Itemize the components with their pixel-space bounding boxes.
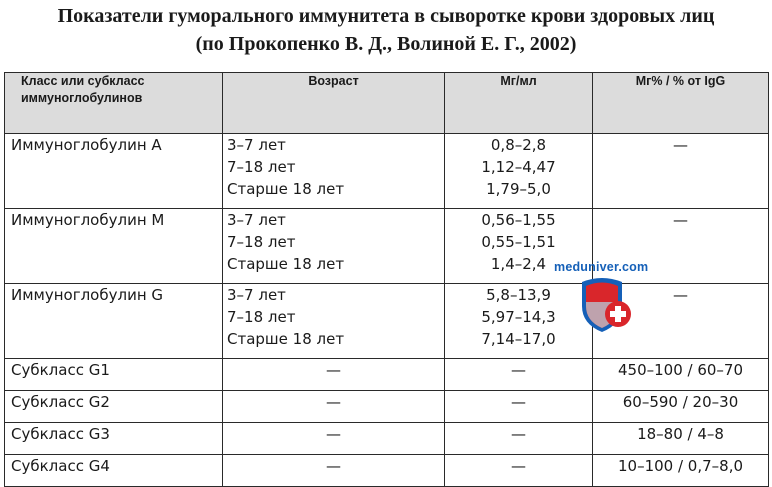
table-row — [5, 423, 769, 455]
header-class: Класс или субкласс иммуноглобулинов — [5, 73, 223, 134]
page-subtitle: (по Прокопенко В. Д., Волиной Е. Г., 2002) — [195, 33, 577, 55]
row-age: — — [223, 455, 445, 487]
row-pct: 10–100 / 0,7–8,0 — [593, 455, 769, 487]
row-name: Иммуноглобулин М — [5, 209, 223, 284]
row-pct: 60–590 / 20–30 — [593, 391, 769, 423]
row-pct: — — [593, 284, 769, 359]
header-age: Возраст — [223, 73, 445, 134]
row-name: Субкласс G3 — [5, 423, 223, 455]
row-pct: 450–100 / 60–70 — [593, 359, 769, 391]
row-name: Субкласс G2 — [5, 391, 223, 423]
table-row — [5, 359, 769, 391]
row-age: — — [223, 423, 445, 455]
row-name: Субкласс G1 — [5, 359, 223, 391]
row-name: Субкласс G4 — [5, 455, 223, 487]
table-header-row — [5, 73, 769, 134]
row-pct: — — [593, 209, 769, 284]
row-ages: 3–7 лет 7–18 лет Старше 18 лет — [223, 284, 445, 359]
row-ages: 3–7 лет 7–18 лет Старше 18 лет — [223, 209, 445, 284]
row-age: — — [223, 359, 445, 391]
row-pct: — — [593, 134, 769, 209]
watermark-text: meduniver.com — [554, 260, 649, 274]
header-mg-ml: Мг/мл — [445, 73, 593, 134]
row-mg-ml: — — [445, 359, 593, 391]
table-row — [5, 455, 769, 487]
row-mg-ml: — — [445, 455, 593, 487]
row-values: 5,8–13,9 5,97–14,3 7,14–17,0 — [445, 284, 593, 359]
row-ages: 3–7 лет 7–18 лет Старше 18 лет — [223, 134, 445, 209]
row-age: — — [223, 391, 445, 423]
header-mg-pct: Мг% / % от IgG — [593, 73, 769, 134]
row-values: 0,8–2,8 1,12–4,47 1,79–5,0 — [445, 134, 593, 209]
row-pct: 18–80 / 4–8 — [593, 423, 769, 455]
row-name: Иммуноглобулин G — [5, 284, 223, 359]
row-mg-ml: — — [445, 423, 593, 455]
table-row — [5, 134, 769, 209]
row-values: 0,56–1,55 0,55–1,51 1,4–2,4 — [445, 209, 593, 284]
page-title: Показатели гуморального иммунитета в сыворотке крови здоровых лиц — [57, 5, 715, 27]
row-mg-ml: — — [445, 391, 593, 423]
shield-cross-icon — [578, 276, 640, 336]
table-row — [5, 391, 769, 423]
row-name: Иммуноглобулин А — [5, 134, 223, 209]
watermark-logo — [554, 260, 664, 340]
